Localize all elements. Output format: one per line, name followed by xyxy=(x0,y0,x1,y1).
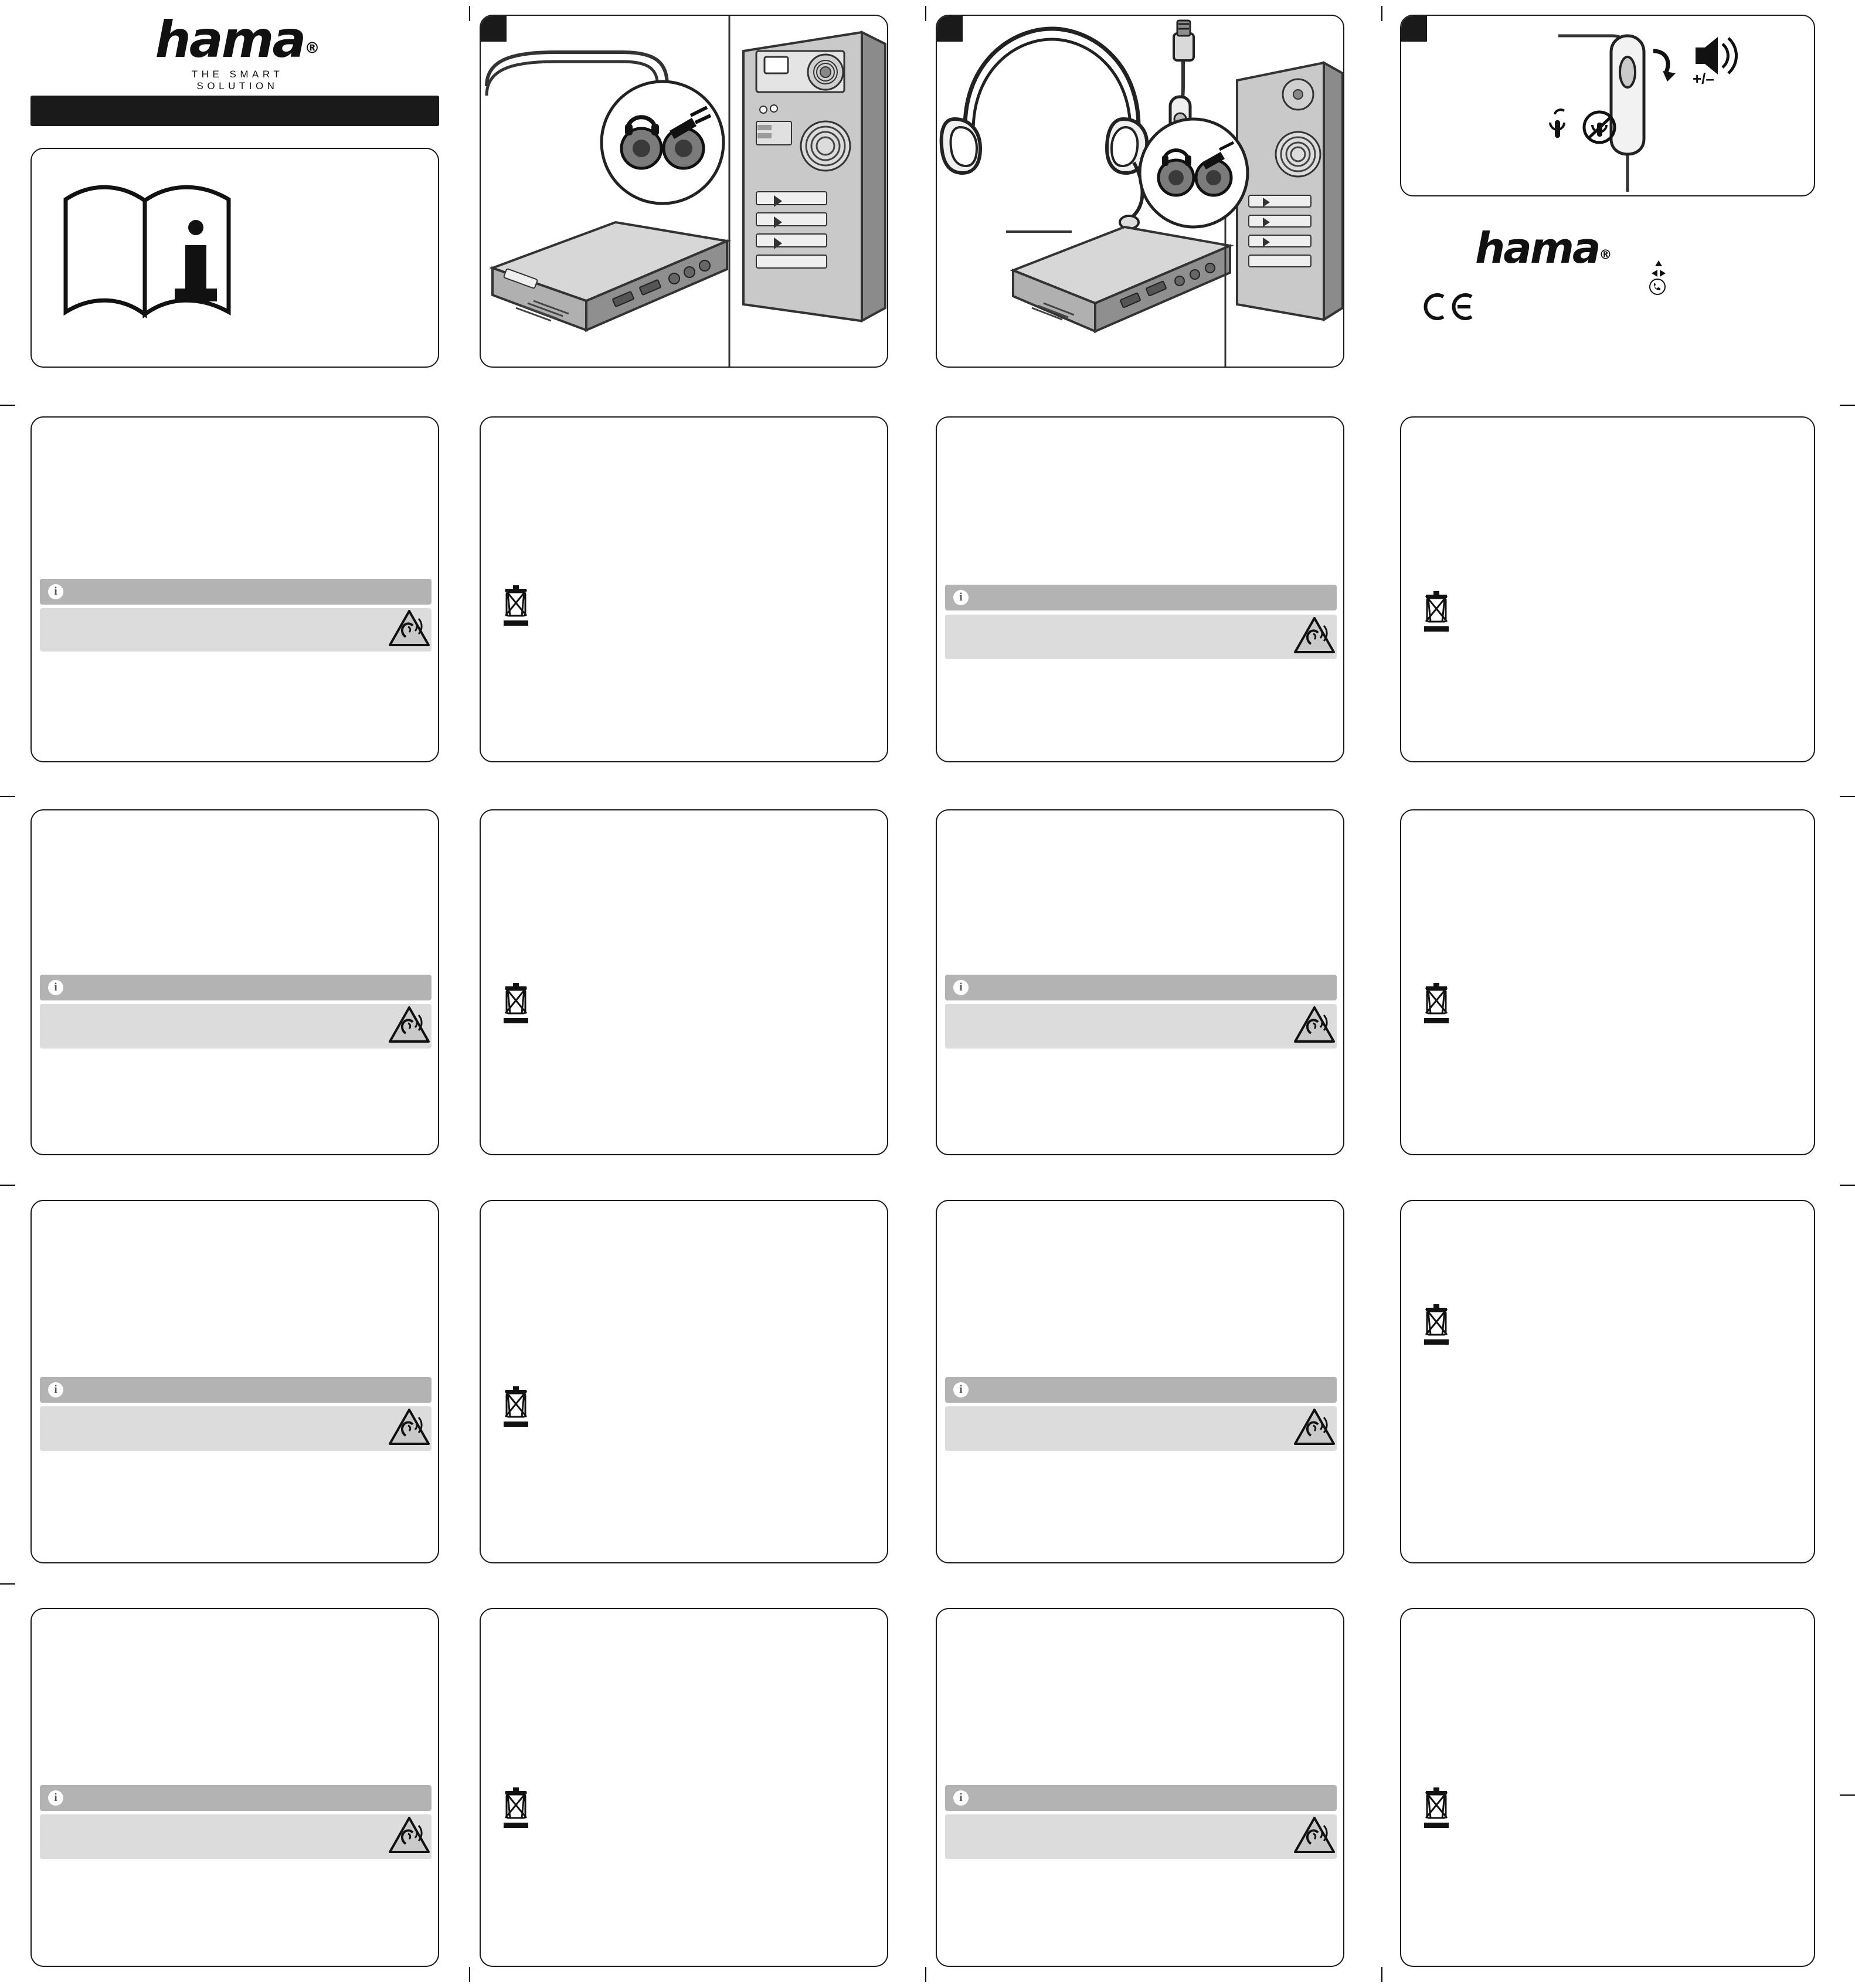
brand-registered-mark-secondary: ® xyxy=(1599,247,1612,263)
brand-logo-secondary xyxy=(1475,223,1612,273)
note-header xyxy=(40,1785,432,1811)
note-header xyxy=(945,1785,1337,1811)
figure-3-panel xyxy=(1400,15,1815,196)
crop-mark xyxy=(0,1583,15,1585)
hearing-damage-warning-icon xyxy=(1293,1816,1336,1854)
text-panel-r5c1 xyxy=(30,1608,439,1967)
crop-mark xyxy=(0,796,15,797)
crop-mark xyxy=(1381,6,1382,21)
crop-mark xyxy=(0,405,15,406)
figure-1-illustration xyxy=(481,16,888,368)
weee-crossed-out-bin-icon xyxy=(502,1384,530,1427)
hearing-damage-warning-icon xyxy=(1293,1407,1336,1446)
text-panel-r2c4 xyxy=(1400,416,1815,762)
brand-logo xyxy=(150,11,325,92)
crop-mark xyxy=(925,1967,926,1982)
weee-crossed-out-bin-icon xyxy=(1422,1785,1450,1828)
text-panel-r4c1 xyxy=(30,1200,439,1563)
crop-mark xyxy=(1840,796,1855,797)
hearing-damage-warning-icon xyxy=(388,1407,430,1446)
figure-2-illustration xyxy=(937,16,1344,368)
recycling-icon xyxy=(1649,258,1669,278)
text-panel-r3c1 xyxy=(30,809,439,1155)
cover-panel xyxy=(30,148,439,368)
crop-mark xyxy=(469,6,470,21)
volume-plus-minus-label: +/– xyxy=(1693,70,1714,87)
note-body xyxy=(945,1406,1337,1451)
brand-registered-mark: ® xyxy=(304,39,320,57)
weee-crossed-out-bin-icon xyxy=(1422,981,1450,1024)
weee-crossed-out-bin-icon xyxy=(1422,589,1450,632)
note-body xyxy=(40,608,432,652)
info-circle-icon: i xyxy=(953,980,969,995)
brand-name-secondary: hama xyxy=(1475,223,1599,273)
note-header xyxy=(945,975,1337,1000)
text-panel-r2c2 xyxy=(480,416,888,762)
info-circle-icon: i xyxy=(48,1790,63,1806)
note-body xyxy=(40,1814,432,1859)
note-body xyxy=(945,1814,1337,1859)
crop-mark xyxy=(0,1185,15,1186)
crop-mark xyxy=(925,6,926,21)
note-header xyxy=(40,579,432,605)
info-circle-icon: i xyxy=(953,1382,969,1397)
note-header xyxy=(40,1377,432,1403)
crop-mark xyxy=(1840,405,1855,406)
weee-crossed-out-bin-icon xyxy=(502,981,530,1024)
text-panel-r4c2 xyxy=(480,1200,888,1563)
note-header xyxy=(945,1377,1337,1403)
info-circle-icon: i xyxy=(48,584,63,599)
title-bar xyxy=(30,96,439,126)
hearing-damage-warning-icon xyxy=(388,1005,430,1044)
hearing-damage-warning-icon xyxy=(388,1816,430,1854)
text-panel-r4c4 xyxy=(1400,1200,1815,1563)
text-panel-r5c2 xyxy=(480,1608,888,1967)
figure-2-panel xyxy=(936,15,1344,368)
text-panel-r3c3 xyxy=(936,809,1344,1155)
crop-mark xyxy=(1840,1794,1855,1796)
weee-crossed-out-bin-icon xyxy=(502,1785,530,1828)
note-header xyxy=(945,585,1337,610)
info-circle-icon: i xyxy=(48,1382,63,1397)
info-circle-icon: i xyxy=(953,590,969,605)
hearing-damage-warning-icon xyxy=(1293,1005,1336,1044)
info-circle-icon: i xyxy=(953,1790,969,1806)
hearing-damage-warning-icon xyxy=(1293,616,1336,654)
text-panel-r3c4 xyxy=(1400,809,1815,1155)
crop-mark xyxy=(469,1967,470,1982)
info-circle-icon: i xyxy=(48,980,63,995)
hearing-damage-warning-icon xyxy=(388,609,430,647)
note-body xyxy=(40,1406,432,1451)
text-panel-r3c2 xyxy=(480,809,888,1155)
crop-mark xyxy=(1381,1967,1382,1982)
text-panel-r5c4 xyxy=(1400,1608,1815,1967)
note-body xyxy=(945,1004,1337,1049)
brand-name: hama xyxy=(155,11,305,69)
instruction-booklet-icon xyxy=(60,176,236,334)
figure-3-illustration xyxy=(1401,16,1815,196)
phone-icon xyxy=(1649,278,1666,296)
text-panel-r4c3 xyxy=(936,1200,1344,1563)
weee-crossed-out-bin-icon xyxy=(502,583,530,626)
note-header xyxy=(40,975,432,1000)
weee-crossed-out-bin-icon xyxy=(1422,1302,1450,1345)
text-panel-r5c3 xyxy=(936,1608,1344,1967)
note-body xyxy=(40,1004,432,1049)
brand-tagline: THE SMART SOLUTION xyxy=(191,69,284,91)
text-panel-r2c3 xyxy=(936,416,1344,762)
note-body xyxy=(945,615,1337,659)
text-panel-r2c1 xyxy=(30,416,439,762)
figure-1-panel xyxy=(480,15,888,368)
ce-mark xyxy=(1423,293,1476,323)
crop-mark xyxy=(1840,1185,1855,1186)
